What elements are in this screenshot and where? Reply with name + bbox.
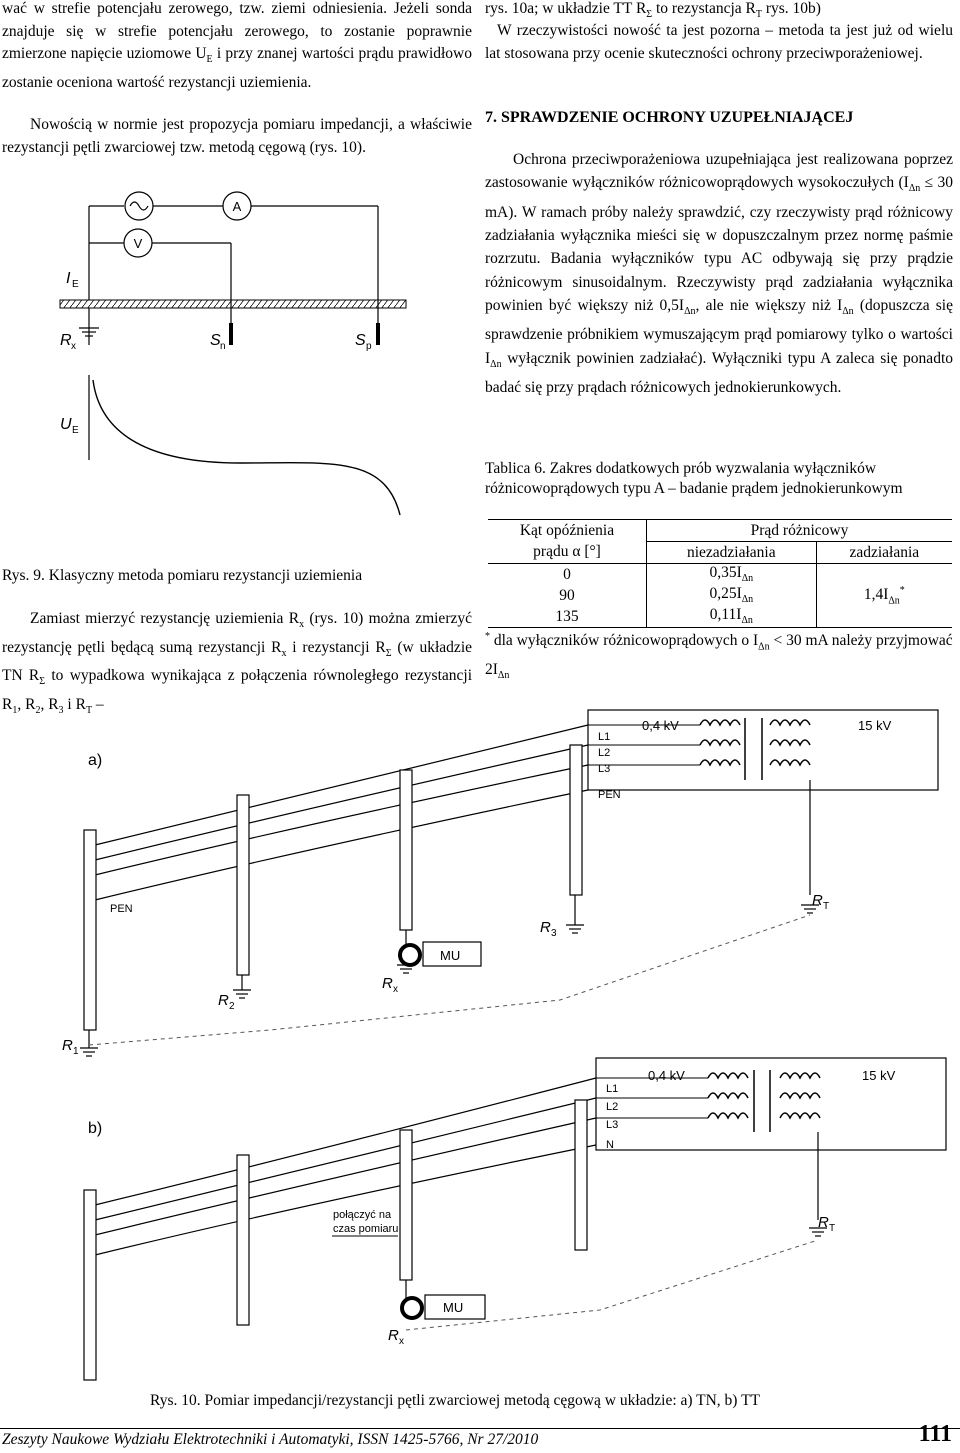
svg-text:0,4 kV: 0,4 kV <box>648 1068 685 1083</box>
header-trip: zadziałania <box>816 542 952 564</box>
svg-text:E: E <box>72 425 79 436</box>
ac-source-symbol <box>125 192 153 220</box>
clamp-meter-b <box>402 1295 485 1319</box>
figure-9-caption: Rys. 9. Klasyczny metoda pomiaru rezystancji uziemienia <box>2 567 363 584</box>
figure-9-diagram <box>0 185 470 530</box>
svg-text:R: R <box>62 1037 73 1054</box>
page-number: 111 <box>918 1421 952 1447</box>
svg-text:R: R <box>540 919 551 936</box>
svg-text:czas pomiaru: czas pomiaru <box>333 1223 399 1235</box>
svg-text:L1: L1 <box>606 1083 619 1095</box>
svg-text:L3: L3 <box>598 763 611 775</box>
table-6 <box>488 519 952 628</box>
intro-paragraph-2: Nowością w normie jest propozycja pomiaru impedancji, a właściwie rezystancji pętli zwarciowej tzw. metodą cęgową (rys. 10). <box>2 116 472 156</box>
svg-text:R: R <box>818 1214 829 1231</box>
svg-text:0,4 kV: 0,4 kV <box>642 718 679 733</box>
intro-paragraph-1: wać w strefie potencjału zerowego, tzw. ziemi odniesienia. Jeżeli sonda znajduje się w strefie potencjału zerowego, to zostanie poprawnie zmierzone napięcie uziomowe $U_E$ i przy znanej wartości prądu prawidłowo zostanie oceniona wartość rezystancji uziemienia. <box>2 0 472 91</box>
table-row: 90 $0,25I_{\Delta n}$ <box>488 585 952 606</box>
svg-text:N: N <box>606 1139 614 1151</box>
poles-a <box>84 745 582 1030</box>
svg-text:n: n <box>220 341 226 352</box>
svg-text:p: p <box>366 341 372 352</box>
svg-text:R: R <box>812 892 823 909</box>
header-angle-2: prądu α [°] <box>488 542 647 564</box>
right-paragraph-1: W rzeczywistości nowość ta jest pozorna – metoda ta jest już od wielu lat stosowana przy ocenie skuteczności ochrony przeciwporażeniowej. <box>485 22 953 62</box>
ammeter-symbol <box>223 192 251 220</box>
svg-text:S: S <box>355 332 366 349</box>
svg-text:L1: L1 <box>598 731 611 743</box>
svg-text:PEN: PEN <box>110 903 133 915</box>
table-row: 0 $0,35I_{\Delta n}$ $1,4I_{\Delta n}^*$ <box>488 564 952 586</box>
svg-text:S: S <box>210 332 221 349</box>
svg-text:MU: MU <box>440 948 461 963</box>
svg-text:x: x <box>393 984 398 995</box>
journal-name: Zeszyty Naukowe Wydziału Elektrotechniki i Automatyki, ISSN 1425-5766, Nr 27/2010 <box>2 1431 539 1448</box>
svg-text:T: T <box>829 1223 836 1234</box>
table-6-footnote: * dla wyłączników różnicowoprądowych o $I_{\Delta n} < 30$ mA należy przyjmować $2I_{\Delta n}$ <box>485 631 953 681</box>
figure-10-caption: Rys. 10. Pomiar impedancji/rezystancji pętli zwarciowej metodą cęgową w układzie: a) TN, b) TT <box>150 1392 761 1409</box>
figure-10-diagram <box>0 700 960 1390</box>
svg-text:x: x <box>71 341 76 352</box>
header-non-trip: niezadziałania <box>647 542 817 564</box>
svg-text:15 kV: 15 kV <box>858 718 892 733</box>
svg-text:x: x <box>399 1336 404 1347</box>
svg-text:E: E <box>72 279 79 290</box>
svg-text:I: I <box>66 270 71 287</box>
svg-text:U: U <box>60 416 72 433</box>
label-a: a) <box>88 752 103 769</box>
svg-text:V: V <box>133 236 143 251</box>
clamp-meter-a <box>400 942 481 966</box>
svg-text:3: 3 <box>551 928 557 939</box>
svg-text:R: R <box>388 1327 399 1344</box>
label-b: b) <box>88 1120 103 1137</box>
section-paragraph: Ochrona przeciwporażeniowa uzupełniająca jest realizowana poprzez zastosowanie wyłączników różnicowoprądowych wysokoczułych ($I_{\Delta n} \le 30$ mA). W ramach próby należy sprawdzić, czy rzeczywisty prąd różnicowy zadziałania wyłącznika mieści się w dopuszczalnym przez normę paśmie rozrzutu. Badania wyłączników typu AC odbywają się przy prądzie różnicowym sinusoidalnym. Rzeczywisty prąd zadziałania wyłącznika powinien być większy niż $0,5I_{\Delta n}$, ale nie większy niż $I_{\Delta n}$ (dopuszcza się sprawdzenie próbnikiem wymuszającym prąd pomiarowy tylko o wartości $I_{\Delta n}$ wyłącznik powinien zadziałać). Wyłączniki typu A zaleca się ponadto badać się przy prądach różnicowych jednokierunkowych. <box>485 151 954 396</box>
svg-text:T: T <box>823 901 830 912</box>
svg-text:2: 2 <box>229 1001 235 1012</box>
paragraph-3: Zamiast mierzyć rezystancję uziemienia $R_x$ (rys. 10) można zmierzyć rezystancję pętli będącą sumą rezystancji $R_x$ i rezystancji $R_\Sigma$ (w układzie TN $R_\Sigma$ to wypadkowa wynikająca z połączenia równoległego rezystancji $R_1$, $R_2$, $R_3$ i $R_T$ – <box>2 610 473 716</box>
svg-text:A: A <box>232 199 242 214</box>
svg-text:L2: L2 <box>598 747 611 759</box>
svg-text:L3: L3 <box>606 1119 619 1131</box>
svg-text:MU: MU <box>443 1300 464 1315</box>
svg-text:R: R <box>218 992 229 1009</box>
header-current: Prąd różnicowy <box>647 520 953 542</box>
right-continuation: rys. 10a; w układzie TT $R_\Sigma$ to rezystancja $R_T$ rys. 10b) <box>485 0 821 21</box>
header-angle-1: Kąt opóźnienia <box>488 520 647 542</box>
svg-text:1: 1 <box>73 1046 79 1057</box>
svg-text:L2: L2 <box>606 1101 619 1113</box>
svg-text:R: R <box>382 975 393 992</box>
table-6-caption: Tablica 6. Zakres dodatkowych prób wyzwalania wyłączników różnicowoprądowych typu A – badanie prądem jednokierunkowym <box>485 460 903 497</box>
svg-text:połączyć na: połączyć na <box>333 1209 392 1221</box>
svg-text:R: R <box>60 332 72 349</box>
svg-text:PEN: PEN <box>598 789 621 801</box>
svg-text:15 kV: 15 kV <box>862 1068 896 1083</box>
table-row: 135 $0,11I_{\Delta n}$ <box>488 606 952 628</box>
voltmeter-symbol <box>124 229 152 257</box>
section-heading: 7. SPRAWDZENIE OCHRONY UZUPEŁNIAJĄCEJ <box>485 109 854 126</box>
